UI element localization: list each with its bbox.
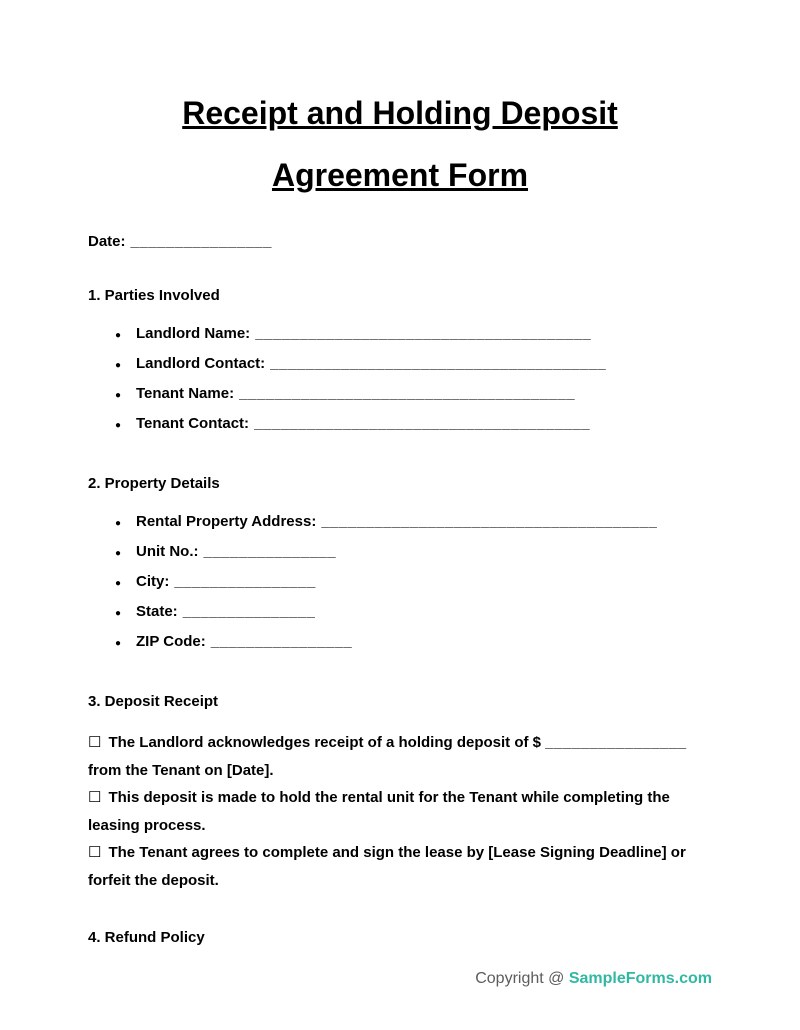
property-list [88, 508, 712, 658]
date-label: Date: [88, 233, 126, 250]
checkbox-icon[interactable]: ☐ [88, 789, 102, 806]
list-item-state [115, 598, 712, 628]
deposit-clause-1 [88, 729, 712, 784]
bullet-icon: ● [115, 638, 122, 649]
list-item-unit-no [115, 538, 712, 568]
clause-text: from the Tenant on [Date]. [88, 761, 274, 779]
bullet-icon: ● [115, 608, 122, 619]
deposit-clause-2 [88, 784, 712, 839]
field-blank: ______________________________________ [239, 385, 576, 402]
page-title [88, 82, 712, 206]
field-label: City: [136, 573, 170, 590]
section-heading-parties: 1. Parties Involved [88, 287, 220, 304]
deposit-clauses [88, 729, 712, 894]
checkbox-icon[interactable]: ☐ [88, 844, 102, 861]
field-blank: ________________ [174, 573, 316, 590]
bullet-icon: ● [115, 360, 122, 371]
field-blank: ______________________________________ [270, 355, 607, 372]
field-label: State: [136, 603, 178, 620]
list-item-tenant-name [115, 380, 712, 410]
date-blank: ________________ [130, 233, 272, 250]
field-label: Rental Property Address: [136, 513, 317, 530]
list-item-landlord-name [115, 320, 712, 350]
title-line-1: Receipt and Holding Deposit [182, 95, 618, 131]
field-blank: ______________________________________ [321, 513, 658, 530]
date-field [88, 232, 712, 252]
field-label: Unit No.: [136, 543, 199, 560]
list-item-landlord-contact [115, 350, 712, 380]
section-heading-deposit: 3. Deposit Receipt [88, 693, 219, 710]
amount-blank: ________________ [545, 734, 687, 751]
field-blank: ________________ [210, 633, 353, 650]
clause-text: This deposit is made to hold the rental unit for the Tenant while completing the leasing process. [88, 789, 670, 834]
bullet-icon: ● [115, 578, 122, 589]
list-item-rental-address [115, 508, 712, 538]
field-blank: ______________________________________ [254, 415, 591, 432]
list-item-tenant-contact [115, 410, 712, 440]
bullet-icon: ● [115, 518, 122, 529]
field-label: ZIP Code: [136, 633, 206, 650]
title-line-2: Agreement Form [271, 157, 529, 193]
field-label: Tenant Name: [136, 385, 235, 402]
section-heading-property: 2. Property Details [88, 475, 220, 492]
bullet-icon: ● [115, 390, 122, 401]
copyright-text: Copyright @ [475, 970, 565, 987]
list-item-city [115, 568, 712, 598]
bullet-icon: ● [115, 548, 122, 559]
parties-list [88, 320, 712, 440]
bullet-icon: ● [115, 330, 122, 341]
checkbox-icon[interactable]: ☐ [88, 734, 102, 751]
deposit-clause-3 [88, 839, 712, 894]
field-blank: _______________ [182, 603, 316, 620]
field-blank: _______________ [203, 543, 337, 560]
clause-text: The Tenant agrees to complete and sign the lease by [Lease Signing Deadline] or forfeit the deposit. [88, 844, 686, 889]
field-blank: ______________________________________ [255, 325, 592, 342]
field-label: Landlord Name: [136, 325, 251, 342]
list-item-zip-code [115, 628, 712, 658]
clause-text: The Landlord acknowledges receipt of a holding deposit of $ [108, 734, 546, 751]
field-label: Landlord Contact: [136, 355, 266, 372]
brand-link[interactable]: SampleForms.com [568, 970, 712, 987]
footer-copyright [475, 970, 712, 988]
section-heading-refund: 4. Refund Policy [88, 929, 205, 946]
field-label: Tenant Contact: [136, 415, 250, 432]
bullet-icon: ● [115, 420, 122, 431]
